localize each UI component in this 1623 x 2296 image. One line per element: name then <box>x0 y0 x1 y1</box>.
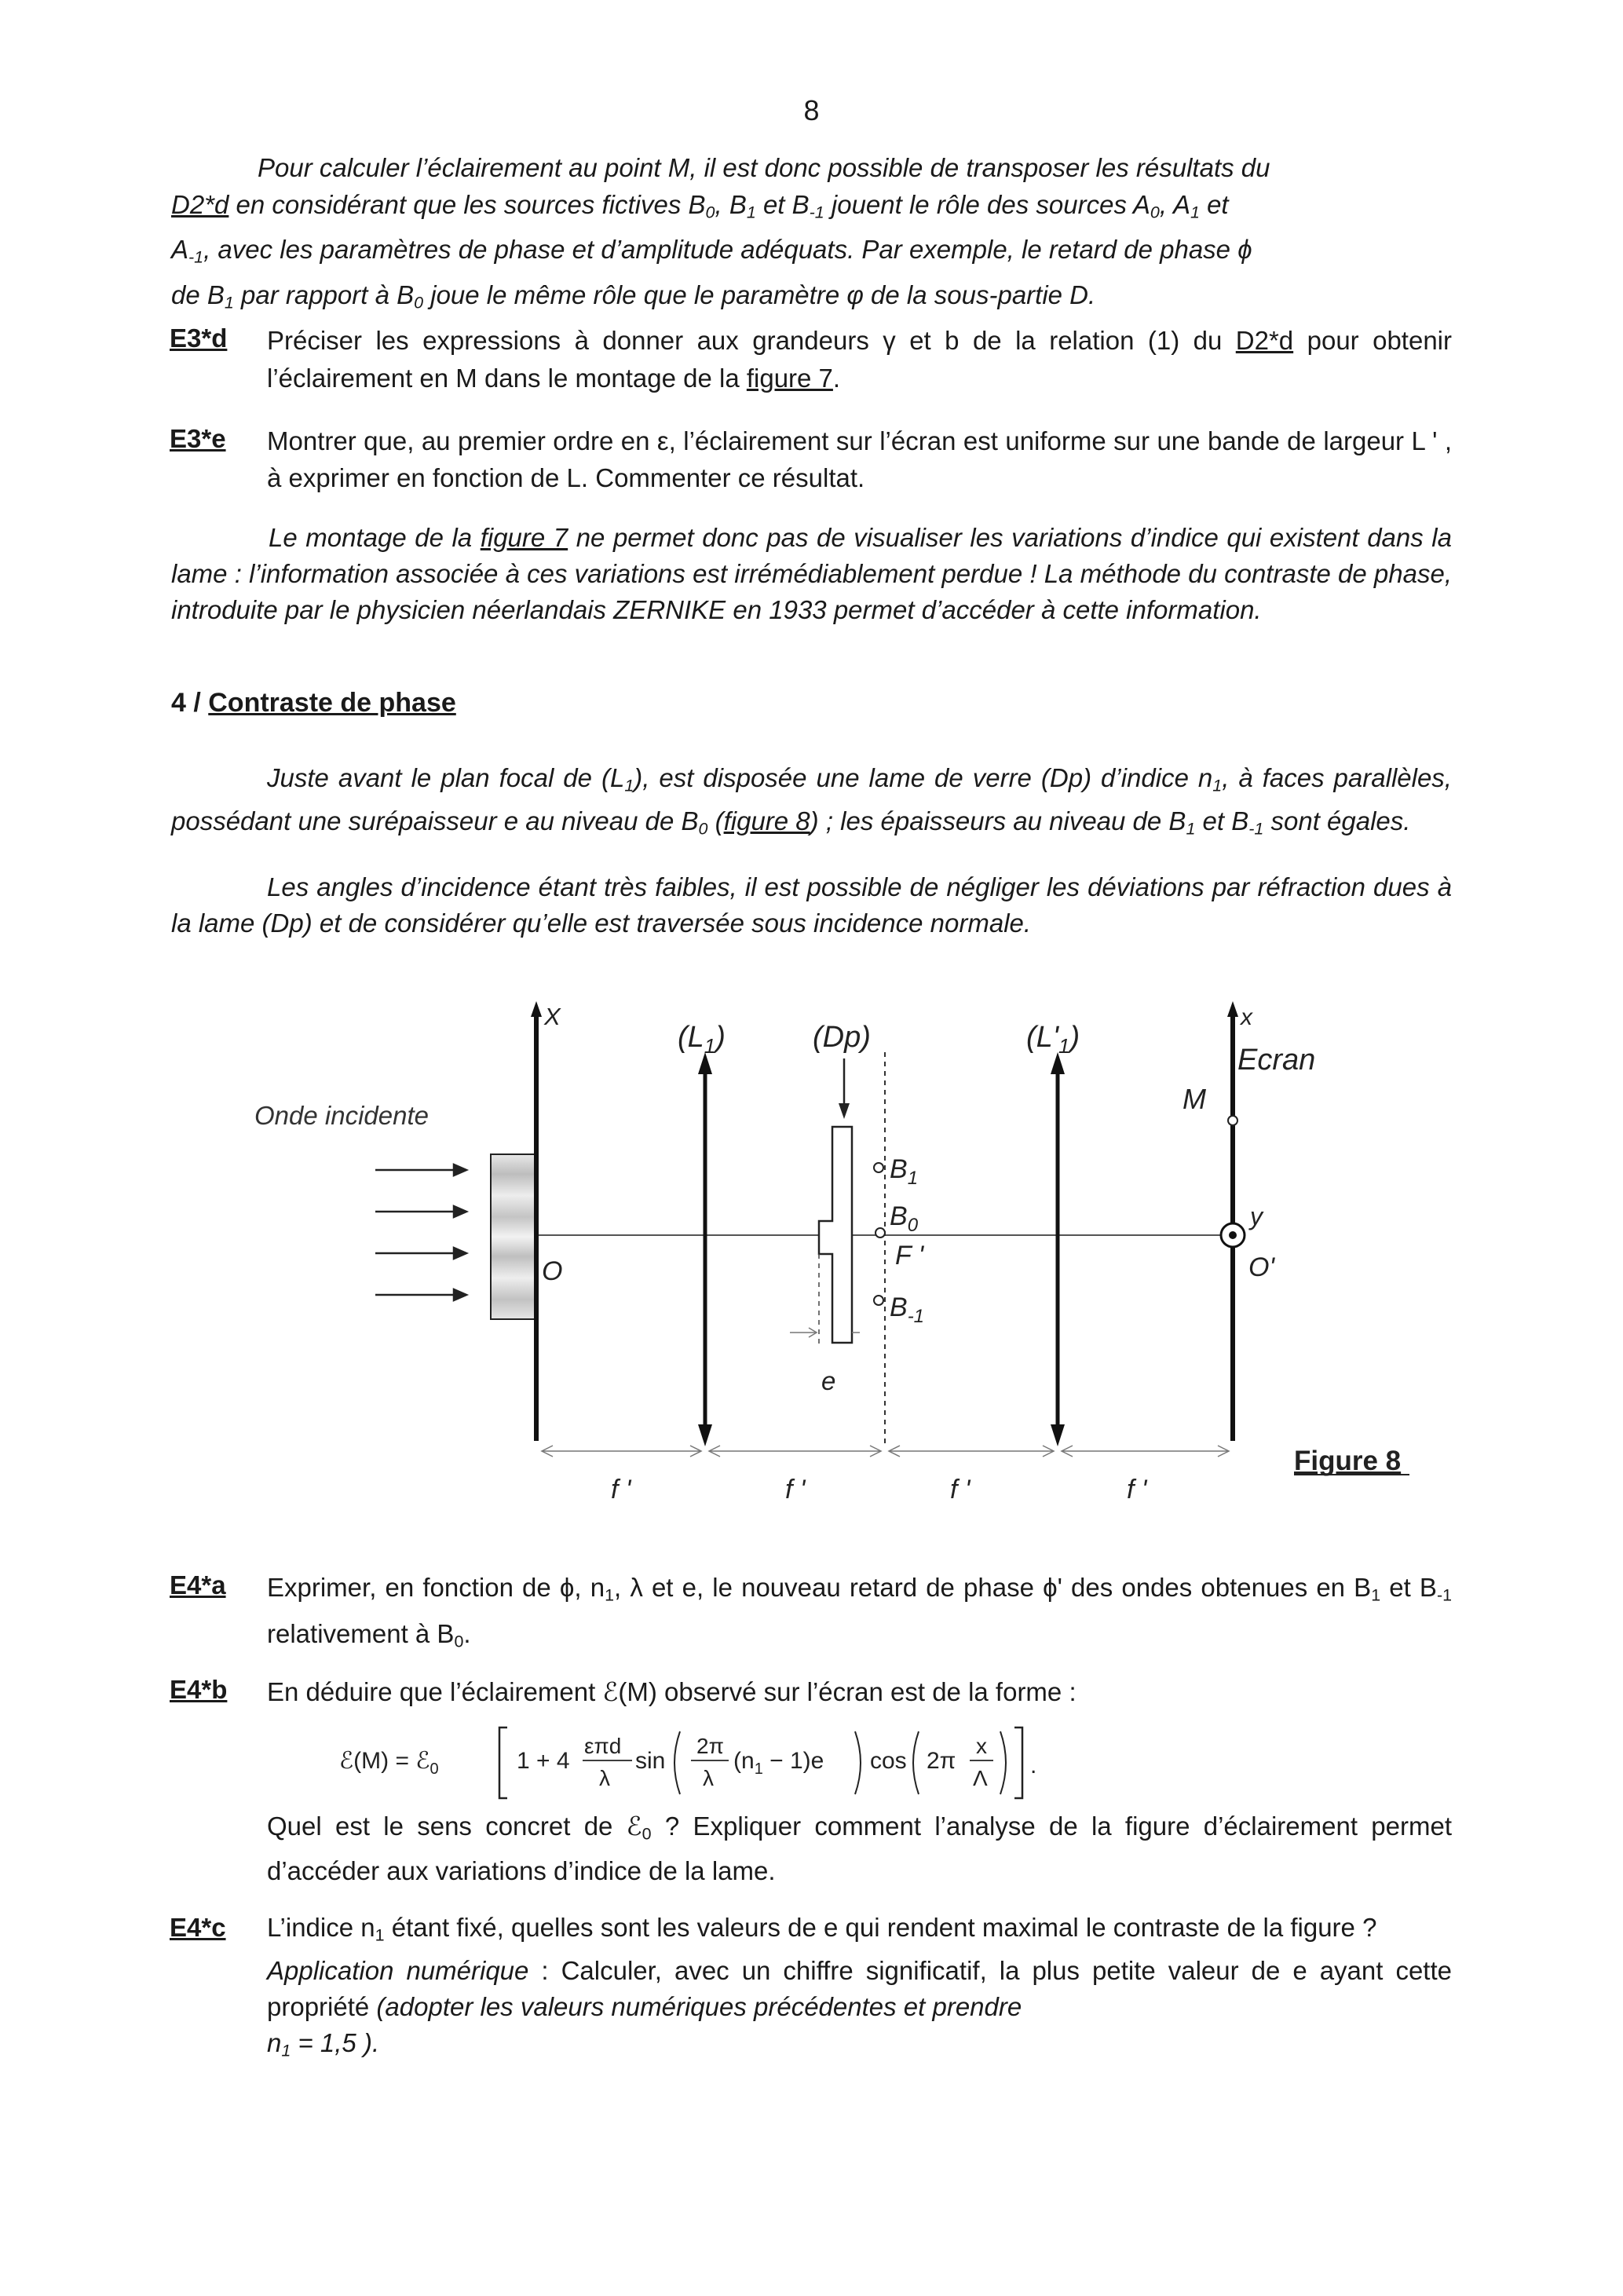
question-e4b-line-1: En déduire que l’éclairement ℰ(M) observé sur l’écran est de la forme : <box>267 1677 1077 1706</box>
question-e4c: L’indice $n_1$ étant fixé, quelles sont les valeurs de e qui rendent maximal le contraste de la figure ? Application numérique : Calculer, avec un chiffre significatif, la plus petite valeur de e ayant cette propriété (adopter les valeurs numériques précédentes et prendre $n_1 = 1,5$ ). <box>267 1913 1452 2060</box>
lens-l1-label: $(L_1)$ <box>678 1021 726 1058</box>
object-slab <box>491 1154 536 1319</box>
svg-text:Λ: Λ <box>973 1766 988 1790</box>
svg-text:x: x <box>976 1734 987 1758</box>
svg-text:1 + 4: 1 + 4 <box>517 1748 570 1774</box>
svg-text:λ: λ <box>703 1766 714 1790</box>
origin-o-label: O <box>542 1256 563 1286</box>
question-label-e3e: E3*e <box>170 424 226 453</box>
intro-line-2: D2*d en considérant que les sources fictives $B_0$, $B_1$ et $B_{-1}$ jouent le rôle des sources $A_0$, $A_1$ et <box>171 190 1229 222</box>
ref-d2d[interactable]: D2*d <box>171 190 229 219</box>
svg-text:επd: επd <box>584 1734 622 1758</box>
ecran-label: Ecran <box>1237 1044 1316 1077</box>
b0-label: $B_0$ <box>890 1201 919 1236</box>
svg-text:sin: sin <box>635 1748 666 1774</box>
figure-8 <box>0 989 1623 1523</box>
dp-pointer-arrow-icon <box>839 1103 850 1119</box>
question-label-e4c: E4*c <box>170 1913 226 1942</box>
f-prime-label: F ' <box>895 1241 924 1270</box>
incident-arrows <box>375 1164 466 1300</box>
svg-text:2π: 2π <box>927 1748 956 1774</box>
question-e3e: Montrer que, au premier ordre en ε, l’éclairement sur l’écran est uniforme sur une bande de largeur L ' , à exprimer en fonction de L. Commenter ce résultat. <box>267 426 1452 492</box>
x-axis-arrow-icon <box>531 1001 542 1017</box>
svg-text:(n1 − 1)e: $(n_1 - 1)e$ <box>733 1748 824 1778</box>
x-axis-label: X <box>544 1003 561 1030</box>
intro-paragraph <box>171 149 1452 321</box>
question-label-e4b: E4*b <box>170 1675 228 1704</box>
ref-figure-7[interactable]: figure 7 <box>480 523 568 552</box>
e-label: e <box>821 1366 836 1395</box>
ref-figure-8[interactable]: figure 8 <box>723 806 810 836</box>
y-axis-dot-icon <box>1229 1231 1237 1239</box>
paragraph-1: Juste avant le plan focal de $(L_1)$, est disposée une lame de verre (Dp) d’indice $n_1$, à faces parallèles, possédant une surépaisseur e au niveau de $B_0$ (figure 8) ; les épaisseurs au niveau de $B_1$ et $B_{-1}$ sont égales. <box>171 763 1452 839</box>
f-prime-dim-4: f ' <box>1127 1475 1147 1504</box>
question-label-e3d: E3*d <box>170 324 228 353</box>
focal-dimensions <box>542 1446 1229 1457</box>
svg-text:.: . <box>1030 1753 1037 1779</box>
f-prime-dim-3: f ' <box>950 1475 971 1504</box>
intro-line-4: de $B_1$ par rapport à $B_0$ joue le même rôle que le paramètre φ de la sous-partie D. <box>171 280 1096 313</box>
dp-plate <box>819 1127 852 1343</box>
svg-text:2π: 2π <box>696 1734 724 1758</box>
section-title: 4 / Contraste de phase <box>171 688 456 718</box>
intro-line-3: $A_{-1}$, avec les paramètres de phase et d’amplitude adéquats. Par exemple, le retard de phase ϕ <box>171 235 1252 267</box>
intro-line-1: Pour calculer l’éclairement au point M, il est donc possible de transposer les résultats du <box>258 153 1270 182</box>
screen-x-label: x <box>1241 1004 1252 1030</box>
lens-l-prime-1-bottom-arrow-icon <box>1051 1424 1065 1446</box>
figure-caption: Figure 8 <box>1294 1446 1402 1476</box>
f-prime-dim-1: f ' <box>611 1475 631 1504</box>
f-prime-dim-2: f ' <box>785 1475 806 1504</box>
svg-text:ℰ(M) = ℰ0: ℰ(M) = ℰ$_0$ <box>339 1748 439 1778</box>
y-axis-label: y <box>1250 1202 1263 1230</box>
origin-o-prime-label: O' <box>1248 1252 1274 1282</box>
svg-text:λ: λ <box>599 1766 610 1790</box>
question-e3d: Préciser les expressions à donner aux grandeurs γ et b de la relation (1) du D2*d pour obtenir l’éclairement en M dans le montage de la figure 7. <box>267 326 1452 393</box>
lens-l1-bottom-arrow-icon <box>698 1424 712 1446</box>
question-label-e4a: E4*a <box>170 1570 226 1600</box>
question-e4a: Exprimer, en fonction de ϕ, $n_1$, λ et e, le nouveau retard de phase ϕ' des ondes obtenues en $B_1$ et $B_{-1}$ relativement à $B_0$. <box>267 1573 1452 1651</box>
onde-incidente-label: Onde incidente <box>254 1101 429 1130</box>
paragraph-2: Les angles d’incidence étant très faibles, il est possible de négliger les déviations par réfraction dues à la lame (Dp) et de considérer qu’elle est traversée sous incidence normale. <box>171 872 1452 938</box>
svg-text:cos: cos <box>870 1748 907 1774</box>
dp-label: (Dp) <box>813 1021 871 1054</box>
question-e4b-line-2: Quel est le sens concret de ℰ$_0$ ? Expliquer comment l’analyse de la figure d’éclairement permet d’accéder aux variations d’indice de la lame. <box>267 1812 1452 1886</box>
point-m-label: M <box>1183 1083 1206 1115</box>
screen-x-arrow-icon <box>1227 1001 1238 1017</box>
point-m <box>1228 1116 1237 1125</box>
ref-figure-7[interactable]: figure 7 <box>746 364 833 393</box>
b-minus1-label: $B_{-1}$ <box>890 1292 925 1327</box>
ref-d2d[interactable]: D2*d <box>1235 326 1294 355</box>
formula-e4b <box>0 1712 1623 1806</box>
note-paragraph: Le montage de la figure 7 ne permet donc pas de visualiser les variations d’indice qui existent dans la lame : l’information associée à ces variations est irrémédiablement perdue ! La méthode du contraste de phase, introduite par le physicien néerlandais ZERNIKE en 1933 permet d’accéder à cette information. <box>171 523 1452 624</box>
focal-points <box>874 1163 885 1305</box>
page-number: 8 <box>803 94 820 126</box>
b1-label: $B_1$ <box>890 1154 919 1189</box>
lens-l-prime-1-label: $(L'_1)$ <box>1026 1021 1080 1058</box>
